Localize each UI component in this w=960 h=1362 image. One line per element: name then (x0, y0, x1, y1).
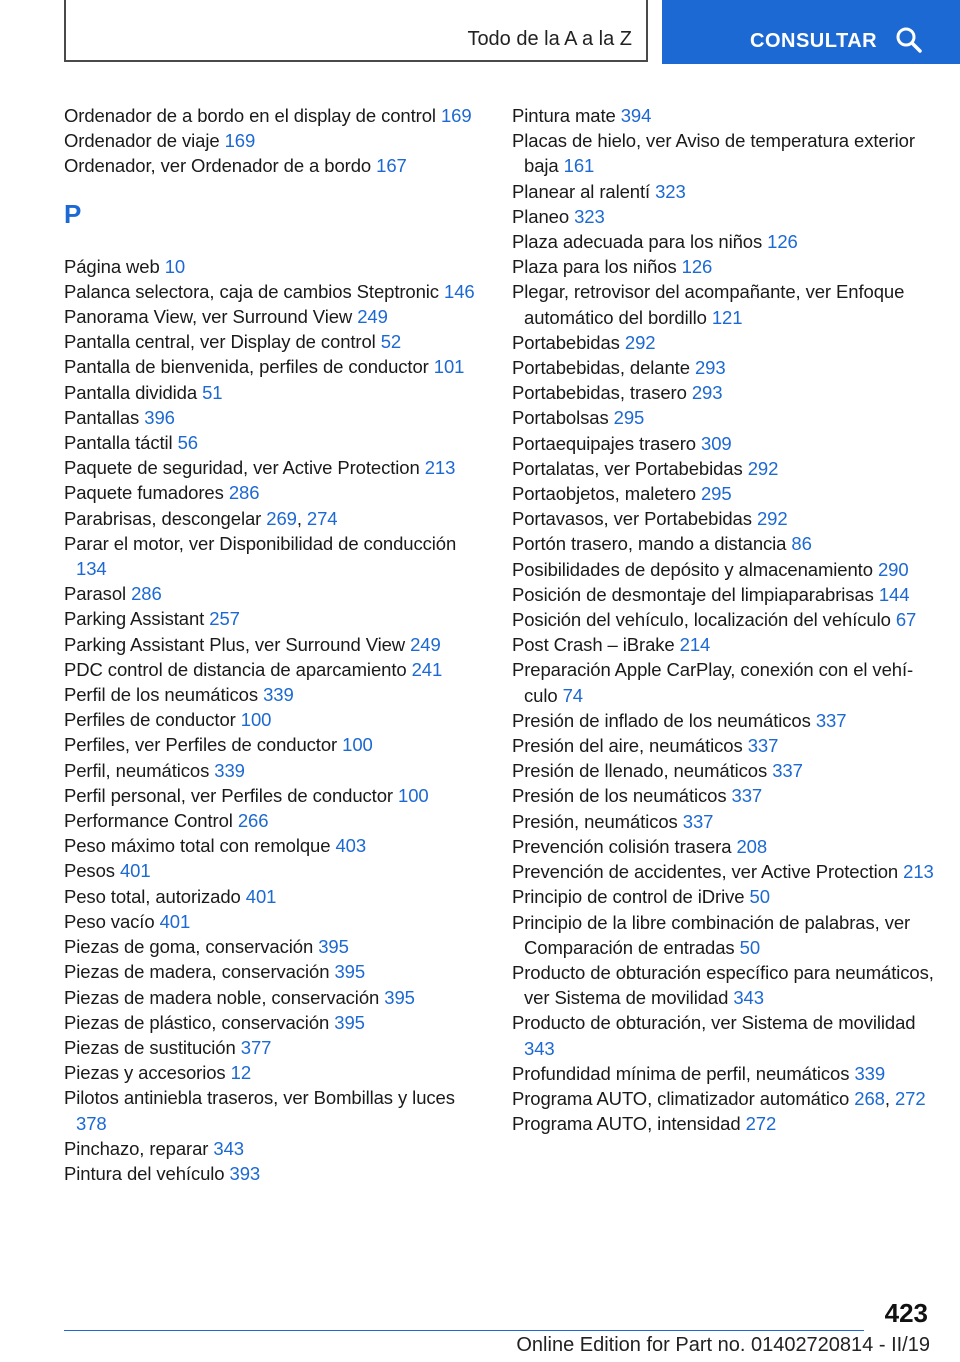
index-entry (512, 708, 937, 733)
index-entry (64, 1035, 484, 1060)
index-entry-text: Ordenador de a bordo en el display de control (64, 105, 436, 126)
index-entry (512, 531, 937, 556)
page-reference-link[interactable]: 100 (240, 709, 272, 731)
page-reference-link[interactable]: 337 (772, 760, 803, 782)
letter-heading: P (64, 198, 82, 229)
index-entry (64, 581, 484, 606)
page-reference-link[interactable]: 295 (613, 407, 645, 429)
index-entry (512, 103, 937, 128)
index-tab-label: Todo de la A a la Z (467, 28, 632, 50)
footer-rule (64, 1330, 864, 1331)
page-reference-link[interactable]: 403 (335, 835, 367, 857)
index-entry-text: Pantalla táctil (64, 432, 173, 454)
page-reference-link[interactable]: 169 (440, 105, 472, 126)
index-entry-text: Parabrisas, descongelar (64, 507, 262, 529)
index-entry-text: Pinchazo, reparar (64, 1137, 209, 1159)
index-entry-text: Piezas de plástico, conservación (64, 1011, 330, 1033)
search-tab-label: CONSULTAR (750, 30, 878, 52)
index-entry-text: Pantalla dividida (64, 381, 198, 403)
page-reference-link[interactable]: 401 (119, 860, 151, 882)
index-entry-text: Peso máximo total con remolque (64, 835, 331, 857)
index-entry (512, 733, 937, 758)
index-entry (512, 834, 937, 859)
index-entry-text: Placas de hielo, ver Aviso de temperatura exterior baja (512, 130, 915, 177)
page-reference-link[interactable]: 50 (739, 936, 761, 958)
page-reference-link[interactable]: 213 (903, 861, 934, 883)
page-reference-link[interactable]: 293 (694, 357, 726, 379)
index-entry-text: Presión de los neumáticos (512, 785, 727, 807)
page-reference-link[interactable]: 323 (655, 180, 686, 202)
index-entry-text: Posición del vehículo, localización del vehículo (512, 609, 891, 631)
page-reference-link[interactable]: 286 (131, 583, 162, 605)
page-reference-link[interactable]: 213 (424, 457, 456, 479)
index-entry (512, 557, 937, 582)
index-entry (512, 783, 937, 808)
index-entry (64, 732, 484, 757)
index-entry (64, 632, 484, 657)
index-entry-text: Ordenador de viaje (64, 130, 220, 152)
index-entry (64, 254, 484, 279)
index-entry-text: Portabolsas (512, 407, 609, 429)
page-reference-link[interactable]: 401 (245, 885, 277, 907)
index-entry (512, 657, 937, 707)
page-reference-link[interactable]: 395 (318, 936, 349, 958)
page-reference-link[interactable]: 393 (229, 1162, 261, 1184)
page-reference-link[interactable]: 292 (747, 457, 779, 479)
index-entry (512, 229, 937, 254)
index-entry (64, 682, 484, 707)
index-entry: Programa AUTO, climatizador automático 268, 272 (512, 1087, 926, 1109)
index-entry (64, 103, 484, 128)
index-entry-text: Planear al ralentí (512, 180, 651, 202)
page-reference-link[interactable]: 101 (433, 356, 465, 378)
edition-footer: Online Edition for Part no. 01402720814 - II/19 (516, 1334, 930, 1356)
page-reference-link[interactable]: 337 (815, 709, 847, 731)
index-entry-text: Portaequipajes trasero (512, 432, 696, 454)
index-entry-text: Portalatas, ver Portabebidas (512, 457, 743, 479)
index-entry (64, 833, 484, 858)
index-group-p-continued (512, 103, 937, 1136)
index-entry-text: Piezas de goma, conservación (64, 936, 314, 958)
page-reference-link[interactable]: 257 (209, 608, 240, 630)
page-reference-link[interactable]: 121 (711, 306, 743, 328)
index-entry (512, 582, 937, 607)
index-entry-text: Producto de obturación, ver Sistema de movilidad (512, 1012, 916, 1034)
index-entry-text: Piezas de madera, conservación (64, 961, 330, 983)
page-reference-link[interactable]: 74 (562, 684, 583, 706)
index-entry-text: Performance Control (64, 810, 233, 832)
index-entry-text: Portabebidas (512, 331, 620, 353)
index-entry-text: Piezas de sustitución (64, 1036, 236, 1058)
index-entry-text: Portaobjetos, maletero (512, 483, 696, 505)
index-entry-text: Paquete de seguridad, ver Active Protection (64, 457, 420, 479)
page-reference-link[interactable]: 401 (159, 910, 191, 932)
page-reference-link[interactable]: 241 (411, 658, 443, 680)
page-reference-link[interactable]: 290 (877, 558, 909, 580)
page-reference-link[interactable]: 269 (266, 507, 297, 529)
page-reference-link[interactable]: 396 (144, 406, 175, 428)
index-entry-text: Presión del aire, neumáticos (512, 735, 743, 757)
page-reference-link[interactable]: 337 (731, 785, 763, 807)
index-entry-text: Palanca selectora, caja de cambios Steptronic (64, 280, 439, 302)
page-reference-link[interactable]: 395 (334, 961, 366, 983)
index-entry-text: Posibilidades de depósito y almacenamiento (512, 558, 873, 580)
page-reference-link[interactable]: 343 (524, 1037, 555, 1059)
index-entry-text: Pintura mate (512, 105, 616, 126)
page-reference-link[interactable]: 274 (306, 507, 338, 529)
index-entry (64, 707, 484, 732)
page-reference-link[interactable]: 394 (620, 105, 652, 126)
index-entry (64, 329, 484, 354)
index-entry-text: Pantallas (64, 406, 140, 428)
page-reference-link[interactable]: 56 (177, 432, 198, 454)
index-entry (64, 380, 484, 405)
index-entry-text: Producto de obturación específico para neumáticos, ver Sistema de movilidad (512, 961, 934, 1009)
page-reference-link[interactable]: 272 (894, 1087, 926, 1109)
page-reference-link[interactable]: 337 (747, 735, 779, 757)
page-reference-link[interactable]: 343 (213, 1137, 244, 1159)
page-reference-link[interactable]: 52 (380, 331, 402, 353)
index-entry (512, 380, 937, 405)
index-entry-text: Perfiles de conductor (64, 709, 236, 731)
page-reference-link[interactable]: 395 (384, 986, 415, 1008)
index-entry-text: Piezas de madera noble, conservación (64, 986, 380, 1008)
page-reference-link[interactable]: 339 (263, 684, 294, 706)
search-icon (894, 25, 924, 55)
index-entry-text: Prevención colisión trasera (512, 835, 732, 857)
page-reference-link[interactable]: 208 (736, 835, 768, 857)
page-reference-link[interactable]: 126 (767, 231, 798, 253)
page-reference-link[interactable]: 161 (563, 155, 595, 177)
index-entry (64, 657, 484, 682)
index-entry (64, 455, 484, 480)
index-entry (512, 1061, 937, 1086)
index-entry (512, 960, 937, 1010)
index-entry-text: Parking Assistant Plus, ver Surround View (64, 633, 406, 655)
index-entry (64, 783, 484, 808)
index-entry-text: Perfil, neumáticos (64, 759, 210, 781)
index-entry (64, 934, 484, 959)
index-column-right (512, 103, 937, 1136)
index-entry (64, 128, 484, 153)
index-entry (512, 859, 937, 884)
page-reference-link[interactable]: 167 (376, 155, 407, 177)
index-entry-text: Posición de desmontaje del limpiaparabrisas (512, 583, 874, 605)
page-reference-link[interactable]: 378 (76, 1112, 107, 1134)
index-entry (64, 354, 484, 379)
page-reference-link[interactable]: 214 (679, 634, 711, 656)
index-entry (512, 809, 937, 834)
page-reference-link[interactable]: 67 (895, 609, 917, 631)
page-reference-link[interactable]: 249 (410, 633, 441, 655)
index-entry (512, 481, 937, 506)
index-entry-text: Paquete fumadores (64, 482, 224, 504)
index-tab[interactable] (64, 0, 648, 62)
index-entry-text: Portabebidas, trasero (512, 382, 687, 404)
index-entry-text: PDC control de distancia de aparcamiento (64, 658, 407, 680)
index-entry-text: Plaza adecuada para los niños (512, 231, 763, 253)
page-reference-link[interactable]: 266 (237, 810, 269, 832)
index-entry-text: Pilotos antiniebla traseros, ver Bombillas y luces (64, 1087, 455, 1109)
index-entry (64, 985, 484, 1010)
index-entry (512, 456, 937, 481)
page-reference-link[interactable]: 286 (228, 482, 260, 504)
index-entry (512, 884, 937, 909)
page-reference-link[interactable]: 292 (624, 331, 656, 353)
page-reference-link[interactable]: 309 (701, 432, 732, 454)
index-entry (64, 884, 484, 909)
index-entry-text: Pantalla central, ver Display de control (64, 331, 376, 353)
index-entry-text: Portón trasero, mando a distancia (512, 533, 787, 555)
page-reference-link[interactable]: 268 (854, 1087, 885, 1109)
index-entry-text: Preparación Apple CarPlay, conexión con el vehículo (512, 659, 914, 706)
page-reference-link[interactable]: 100 (398, 784, 429, 806)
index-column-left (64, 103, 484, 1186)
index-entry-text: Plegar, retrovisor del acompañante, ver Enfoque automático del bordillo (512, 281, 905, 328)
index-entry (64, 858, 484, 883)
index-entry-text: Perfil personal, ver Perfiles de conductor (64, 784, 393, 806)
index-entry-text: Piezas y accesorios (64, 1062, 226, 1084)
index-entry-text: Programa AUTO, climatizador automático (512, 1087, 850, 1109)
page-reference-link[interactable]: 323 (574, 205, 605, 227)
index-entry: Parabrisas, descongelar 269, 274 (64, 507, 338, 529)
index-entry (64, 480, 484, 505)
page-reference-link[interactable]: 169 (224, 130, 256, 152)
index-entry (512, 1111, 937, 1136)
index-entry (64, 1161, 484, 1186)
index-group-p (64, 254, 484, 1187)
index-entry-text: Profundidad mínima de perfil, neumáticos (512, 1062, 850, 1084)
page-reference-link[interactable]: 337 (682, 810, 714, 832)
index-entry-text: Pantalla de bienvenida, perfiles de conductor (64, 356, 429, 378)
page-reference-link[interactable]: 50 (749, 886, 770, 908)
index-entry (64, 606, 484, 631)
index-entry (512, 179, 937, 204)
index-entry-text: Prevención de accidentes, ver Active Protection (512, 861, 899, 883)
index-entry-text: Perfiles, ver Perfiles de conductor (64, 734, 338, 756)
page-reference-link[interactable]: 339 (214, 759, 245, 781)
index-entry (512, 607, 937, 632)
index-entry (512, 128, 937, 178)
index-entry-text: Página web (64, 255, 160, 277)
index-group-o (64, 103, 484, 179)
index-entry (64, 405, 484, 430)
index-entry-text: Post Crash – iBrake (512, 634, 675, 656)
index-entry (512, 330, 937, 355)
page-reference-link[interactable]: 126 (681, 256, 713, 278)
page-reference-link[interactable]: 146 (444, 280, 475, 302)
index-entry (512, 431, 937, 456)
index-entry-text: Principio de control de iDrive (512, 886, 745, 908)
index-entry (512, 506, 937, 531)
index-entry-text: Principio de la libre combinación de palabras, ver Comparación de entradas (512, 911, 911, 958)
index-entry (64, 1060, 484, 1085)
page-reference-link[interactable]: 86 (791, 533, 812, 555)
index-entry-text: Ordenador, ver Ordenador de a bordo (64, 155, 372, 177)
page-reference-link[interactable]: 51 (202, 381, 223, 403)
index-entry-text: Programa AUTO, intensidad (512, 1113, 741, 1135)
page-reference-link[interactable]: 144 (878, 583, 910, 605)
index-entry (64, 1136, 484, 1161)
index-entry (64, 758, 484, 783)
index-entry-text: Pintura del vehículo (64, 1162, 225, 1184)
index-entry-text: Perfil de los neumáticos (64, 684, 259, 706)
page-reference-link[interactable]: 134 (76, 558, 107, 580)
index-entry-text: Presión de llenado, neumáticos (512, 760, 768, 782)
index-entry (512, 1010, 937, 1060)
page-reference-link[interactable]: 12 (230, 1062, 252, 1084)
page-reference-link[interactable]: 100 (342, 734, 373, 756)
index-entry (64, 153, 484, 178)
page-reference-link[interactable]: 249 (357, 306, 388, 328)
index-entry-text: Panorama View, ver Surround View (64, 306, 353, 328)
page-reference-link[interactable]: 10 (164, 255, 186, 277)
index-entry-text: Parking Assistant (64, 608, 205, 630)
index-entry (512, 632, 937, 657)
page-reference-link[interactable]: 395 (334, 1011, 365, 1033)
index-entry (64, 1085, 484, 1135)
index-entry (64, 909, 484, 934)
page-reference-link[interactable]: 293 (691, 382, 723, 404)
index-entry-text: Pesos (64, 860, 115, 882)
index-entry (64, 531, 484, 581)
top-navigation (0, 0, 960, 64)
index-entry (64, 430, 484, 455)
index-entry-text: Peso total, autorizado (64, 885, 241, 907)
index-entry (64, 304, 484, 329)
index-entry-text: Portavasos, ver Portabebidas (512, 508, 752, 530)
index-entry (512, 910, 937, 960)
page-reference-link[interactable]: 377 (240, 1036, 272, 1058)
index-entry-text: Parar el motor, ver Disponibilidad de conducción (64, 532, 457, 554)
index-entry (64, 808, 484, 833)
index-entry-text: Presión de inflado de los neumáticos (512, 709, 811, 731)
page-number: 423 (884, 1298, 928, 1328)
index-entry (512, 355, 937, 380)
page-reference-link[interactable]: 339 (854, 1062, 886, 1084)
index-entry (512, 279, 937, 329)
index-entry-text: Parasol (64, 583, 127, 605)
search-tab[interactable] (662, 0, 960, 64)
index-entry (512, 204, 937, 229)
index-entry (512, 758, 937, 783)
index-entry-text: Portabebidas, delante (512, 357, 690, 379)
page-reference-link[interactable]: 343 (733, 987, 764, 1009)
page-reference-link[interactable]: 295 (700, 483, 732, 505)
index-entry-text: Plaza para los niños (512, 256, 677, 278)
page-reference-link[interactable]: 292 (756, 508, 788, 530)
index-entry (512, 254, 937, 279)
index-entry-text: Planeo (512, 205, 570, 227)
index-entry (64, 279, 484, 304)
index-entry (512, 405, 937, 430)
index-entry (64, 1010, 484, 1035)
index-entry-text: Peso vacío (64, 910, 155, 932)
page-reference-link[interactable]: 272 (745, 1113, 777, 1135)
index-entry-text: Presión, neumáticos (512, 810, 678, 832)
index-entry (64, 959, 484, 984)
